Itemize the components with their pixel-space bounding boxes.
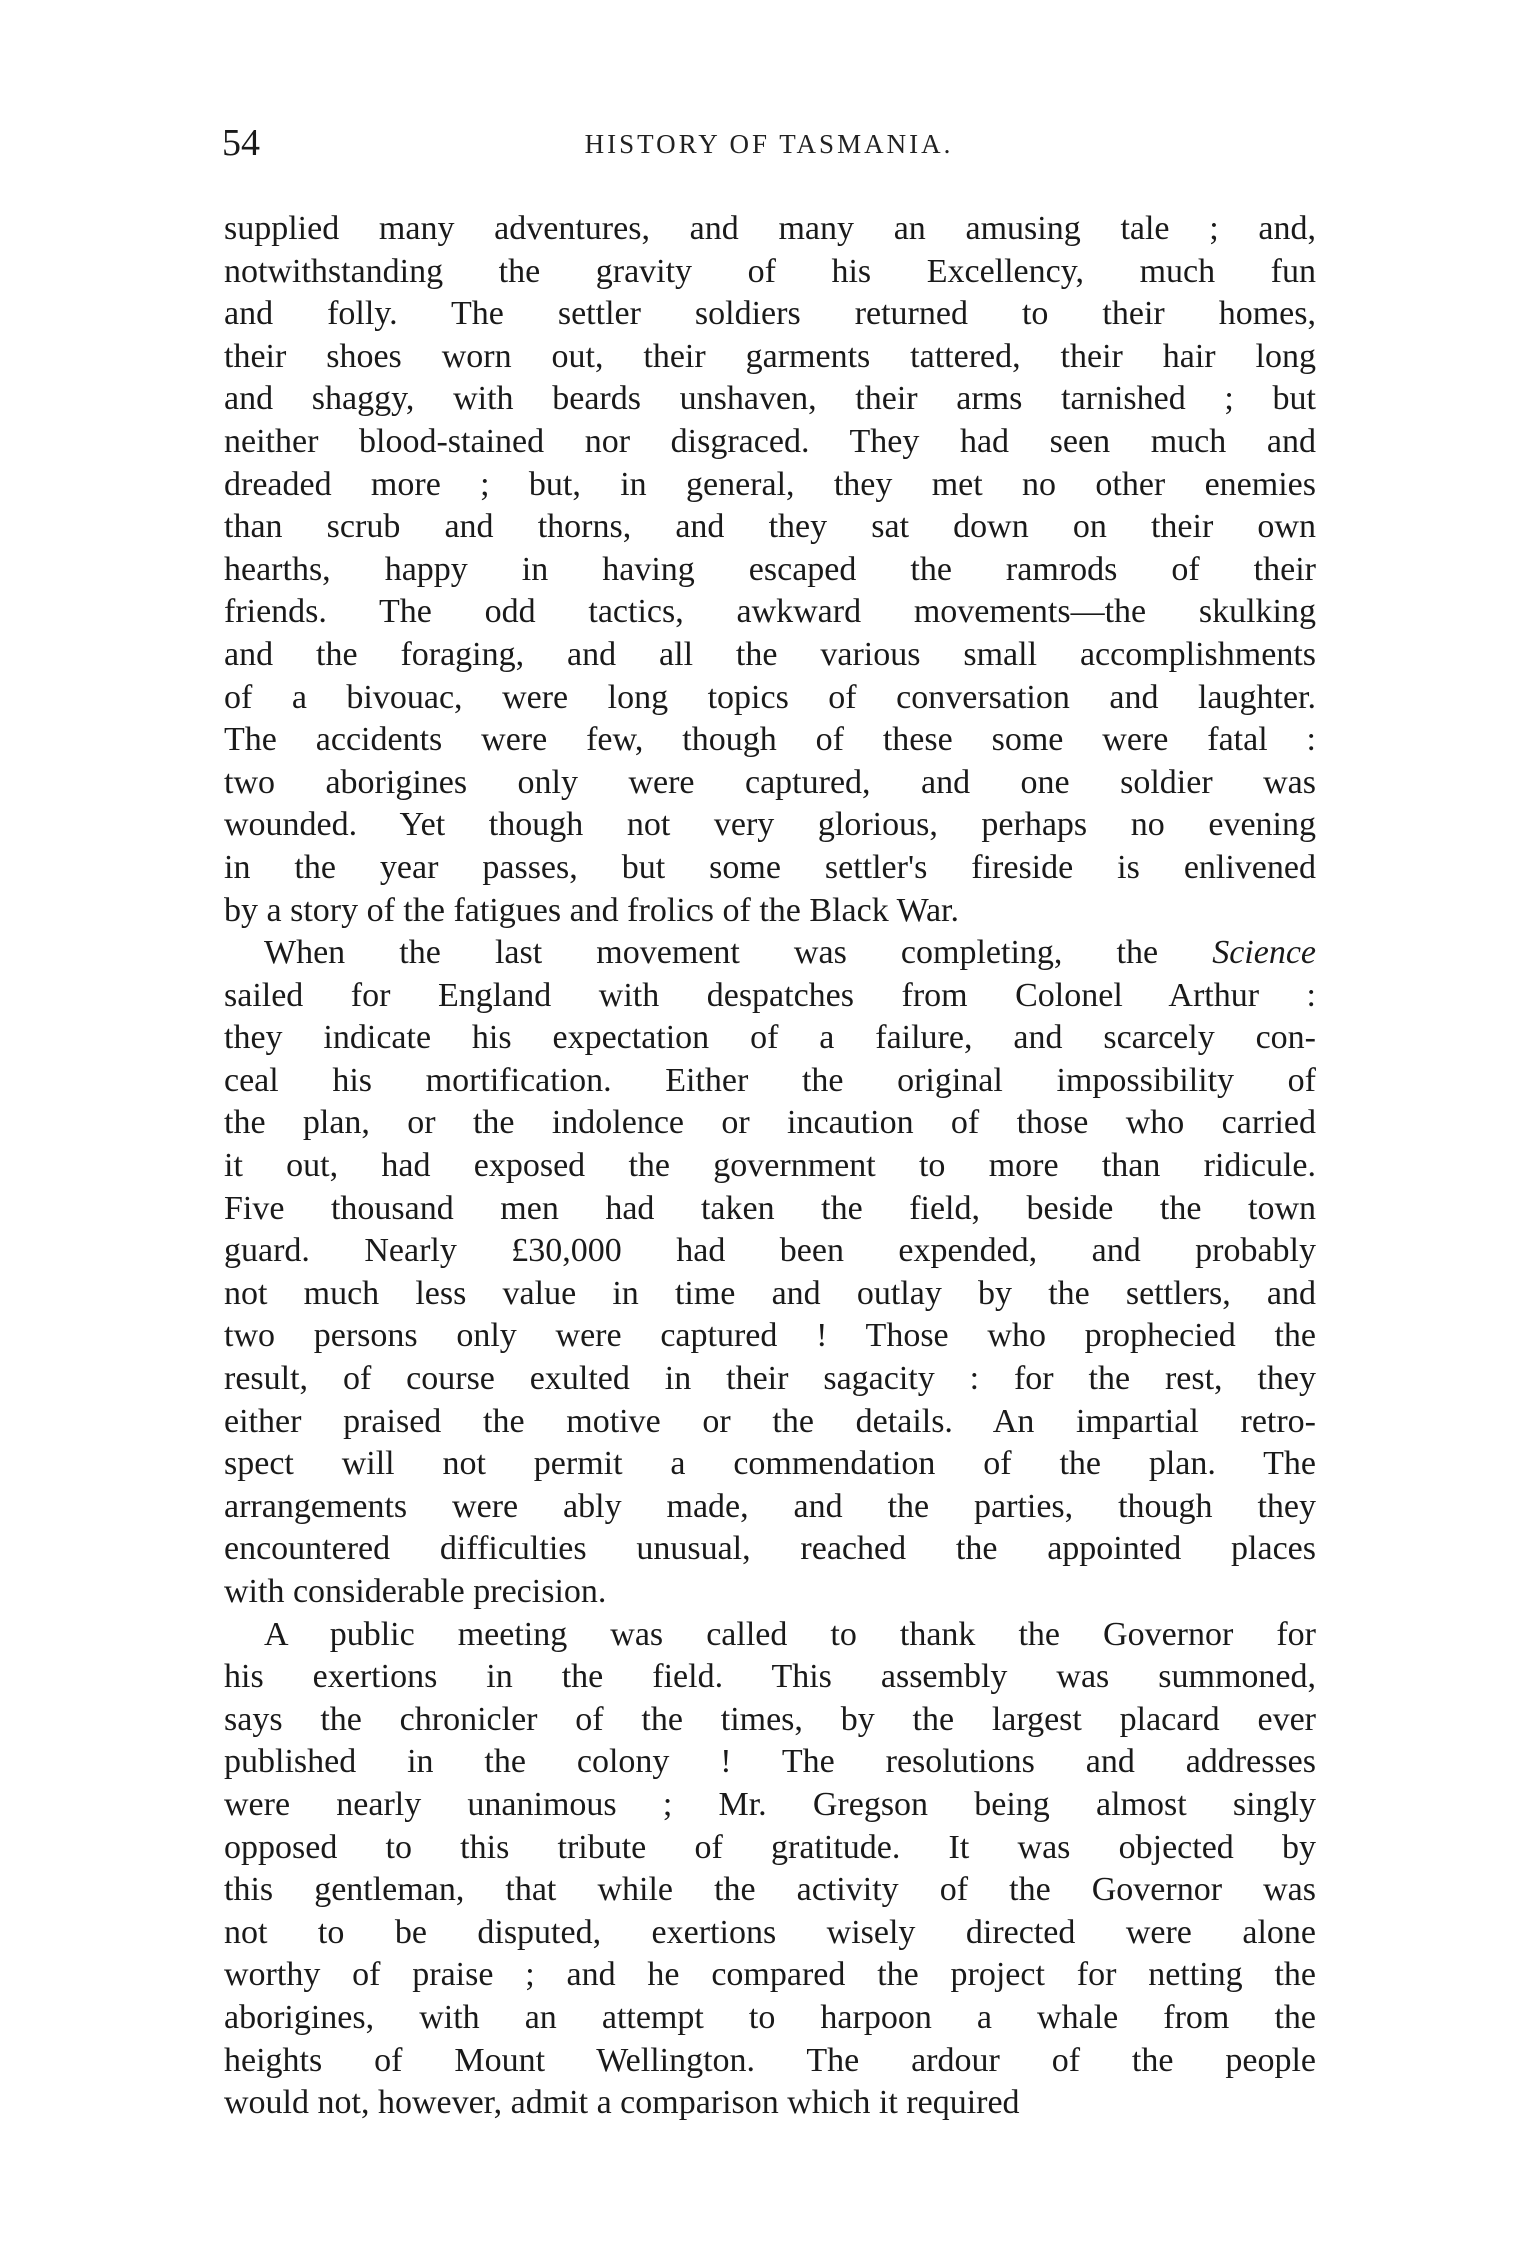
text-line: this gentleman, that while the activity of the Governor was (224, 1871, 1316, 1909)
text-line: and folly. The settler soldiers returned to their homes, (224, 295, 1316, 333)
text-line: friends. The odd tactics, awkward movements—the skulking (224, 593, 1316, 631)
text-line: than scrub and thorns, and they sat down on their own (224, 508, 1316, 546)
text-line: would not, however, admit a comparison which it required (224, 2084, 1020, 2122)
text-line: hearths, happy in having escaped the ramrods of their (224, 550, 1316, 588)
paragraph (224, 932, 1316, 1614)
text-line: not to be disputed, exertions wisely directed were alone (224, 1913, 1316, 1951)
page-number: 54 (222, 122, 260, 164)
text-line: says the chronicler of the times, by the largest placard ever (224, 1700, 1316, 1738)
text-line: two aborigines only were captured, and one soldier was (224, 763, 1316, 801)
text-line: guard. Nearly £30,000 had been expended, and probably (224, 1232, 1316, 1270)
text-line: in the year passes, but some settler's fireside is enlivened (224, 848, 1316, 886)
text-line: were nearly unanimous ; Mr. Gregson being almost singly (224, 1785, 1316, 1823)
text-line: result, of course exulted in their sagacity : for the rest, they (224, 1360, 1316, 1398)
text-line: When the last movement was completing, the Science (264, 934, 1316, 972)
paragraph (224, 1614, 1316, 2125)
page-header (222, 118, 1316, 168)
text-line: notwithstanding the gravity of his Excellency, much fun (224, 252, 1316, 290)
text-line: heights of Mount Wellington. The ardour of the people (224, 2041, 1316, 2079)
text-line: encountered difficulties unusual, reached the appointed places (224, 1530, 1316, 1568)
text-line: dreaded more ; but, in general, they met no other enemies (224, 465, 1316, 503)
text-line: it out, had exposed the government to more than ridicule. (224, 1147, 1316, 1185)
text-line: the plan, or the indolence or incaution of those who carried (224, 1104, 1316, 1142)
text-line: not much less value in time and outlay by the settlers, and (224, 1274, 1316, 1312)
text-line: The accidents were few, though of these some were fatal : (224, 721, 1316, 759)
text-line: wounded. Yet though not very glorious, perhaps no evening (224, 806, 1316, 844)
text-line: neither blood-stained nor disgraced. They had seen much and (224, 422, 1316, 460)
text-line: ceal his mortification. Either the original impossibility of (224, 1061, 1316, 1099)
text-line: A public meeting was called to thank the Governor for (264, 1615, 1316, 1653)
text-line: and the foraging, and all the various small accomplishments (224, 635, 1316, 673)
text-line: arrangements were ably made, and the parties, though they (224, 1487, 1316, 1525)
text-line: of a bivouac, were long topics of conversation and laughter. (224, 678, 1316, 716)
text-line: with considerable precision. (224, 1573, 607, 1610)
text-line: aborigines, with an attempt to harpoon a whale from the (224, 1998, 1316, 2036)
text-line: opposed to this tribute of gratitude. It was objected by (224, 1828, 1316, 1866)
running-title: HISTORY OF TASMANIA. (584, 129, 954, 159)
text-line: worthy of praise ; and he compared the project for netting the (224, 1956, 1316, 1994)
text-line: they indicate his expectation of a failure, and scarcely con- (224, 1019, 1316, 1057)
text-line: published in the colony ! The resolutions and addresses (224, 1743, 1316, 1781)
text-line: two persons only were captured ! Those who prophecied the (224, 1317, 1316, 1355)
text-line: either praised the motive or the details. An impartial retro- (224, 1402, 1316, 1440)
text-line: his exertions in the field. This assembly was summoned, (224, 1658, 1316, 1696)
text-line: sailed for England with despatches from Colonel Arthur : (224, 976, 1316, 1014)
text-line: by a story of the fatigues and frolics of the Black War. (224, 891, 959, 929)
text-line: their shoes worn out, their garments tattered, their hair long (224, 337, 1316, 375)
text-line: Five thousand men had taken the field, beside the town (224, 1189, 1316, 1227)
body-text (224, 208, 1316, 2125)
text-line: and shaggy, with beards unshaven, their arms tarnished ; but (224, 380, 1316, 418)
paragraph (224, 208, 1316, 932)
text-line: spect will not permit a commendation of the plan. The (224, 1445, 1316, 1483)
text-line: supplied many adventures, and many an amusing tale ; and, (224, 210, 1316, 247)
